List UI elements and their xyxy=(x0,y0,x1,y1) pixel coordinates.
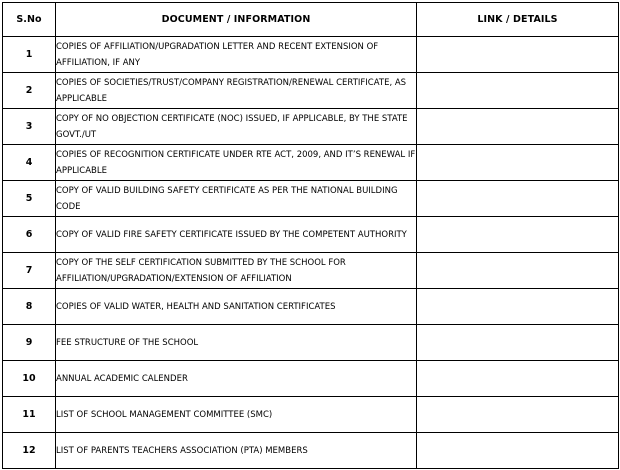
row-link[interactable] xyxy=(417,361,619,397)
disclosure-sheet xyxy=(2,2,619,469)
table-row xyxy=(3,181,619,217)
row-link[interactable] xyxy=(417,289,619,325)
row-sno: 8 xyxy=(3,289,56,325)
row-document: COPY OF VALID FIRE SAFETY CERTIFICATE ISSUED BY THE COMPETENT AUTHORITY xyxy=(56,217,417,253)
table-row xyxy=(3,397,619,433)
row-document: COPIES OF SOCIETIES/TRUST/COMPANY REGISTRATION/RENEWAL CERTIFICATE, AS APPLICABLE xyxy=(56,73,417,109)
table-row xyxy=(3,145,619,181)
row-link[interactable] xyxy=(417,253,619,289)
row-sno: 1 xyxy=(3,37,56,73)
row-document: COPIES OF AFFILIATION/UPGRADATION LETTER AND RECENT EXTENSION OF AFFILIATION, IF ANY xyxy=(56,37,417,73)
row-sno: 10 xyxy=(3,361,56,397)
row-document: COPY OF THE SELF CERTIFICATION SUBMITTED BY THE SCHOOL FOR AFFILIATION/UPGRADATION/EXTENSION OF AFFILIATION xyxy=(56,253,417,289)
row-document: COPY OF VALID BUILDING SAFETY CERTIFICATE AS PER THE NATIONAL BUILDING CODE xyxy=(56,181,417,217)
row-link[interactable] xyxy=(417,217,619,253)
table-row xyxy=(3,109,619,145)
row-link[interactable] xyxy=(417,181,619,217)
row-document: ANNUAL ACADEMIC CALENDER xyxy=(56,361,417,397)
table-row xyxy=(3,433,619,469)
row-sno: 6 xyxy=(3,217,56,253)
row-sno: 4 xyxy=(3,145,56,181)
table-row xyxy=(3,361,619,397)
row-sno: 7 xyxy=(3,253,56,289)
row-document: LIST OF SCHOOL MANAGEMENT COMMITTEE (SMC) xyxy=(56,397,417,433)
row-link[interactable] xyxy=(417,109,619,145)
row-document: COPY OF NO OBJECTION CERTIFICATE (NOC) ISSUED, IF APPLICABLE, BY THE STATE GOVT./UT xyxy=(56,109,417,145)
row-sno: 5 xyxy=(3,181,56,217)
row-link[interactable] xyxy=(417,325,619,361)
document-disclosure-table xyxy=(2,2,619,469)
row-link[interactable] xyxy=(417,73,619,109)
row-link[interactable] xyxy=(417,145,619,181)
table-header-row xyxy=(3,3,619,37)
row-link[interactable] xyxy=(417,433,619,469)
header-link: LINK / DETAILS xyxy=(417,3,619,37)
table-row xyxy=(3,217,619,253)
table-row xyxy=(3,289,619,325)
table-row xyxy=(3,253,619,289)
row-link[interactable] xyxy=(417,37,619,73)
table-row xyxy=(3,73,619,109)
header-sno: S.No xyxy=(3,3,56,37)
row-document: COPIES OF VALID WATER, HEALTH AND SANITATION CERTIFICATES xyxy=(56,289,417,325)
row-document: COPIES OF RECOGNITION CERTIFICATE UNDER RTE ACT, 2009, AND IT’S RENEWAL IF APPLICABLE xyxy=(56,145,417,181)
row-sno: 9 xyxy=(3,325,56,361)
row-sno: 12 xyxy=(3,433,56,469)
row-document: LIST OF PARENTS TEACHERS ASSOCIATION (PTA) MEMBERS xyxy=(56,433,417,469)
row-sno: 11 xyxy=(3,397,56,433)
header-document: DOCUMENT / INFORMATION xyxy=(56,3,417,37)
row-sno: 2 xyxy=(3,73,56,109)
row-link[interactable] xyxy=(417,397,619,433)
row-document: FEE STRUCTURE OF THE SCHOOL xyxy=(56,325,417,361)
table-row xyxy=(3,37,619,73)
table-row xyxy=(3,325,619,361)
row-sno: 3 xyxy=(3,109,56,145)
